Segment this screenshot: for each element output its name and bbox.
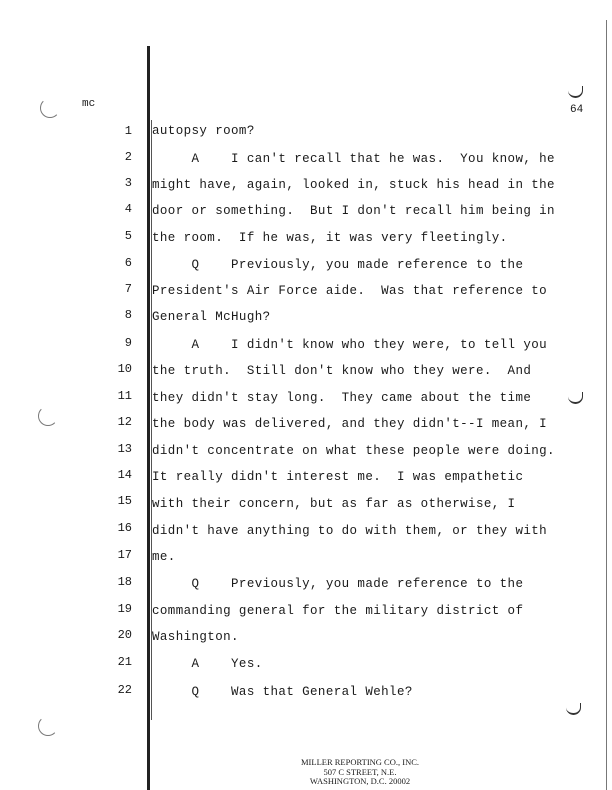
- reporter-footer: [270, 758, 450, 787]
- transcript-line: Q Previously, you made reference to the: [152, 577, 524, 591]
- line-number: 7: [124, 282, 132, 296]
- transcript-line: the truth. Still don't know who they were. And: [152, 364, 532, 378]
- transcript-line: Washington.: [152, 630, 239, 644]
- transcript-line: It really didn't interest me. I was empathetic: [152, 470, 524, 484]
- corner-mark: [568, 86, 583, 98]
- transcript-line: Q Was that General Wehle?: [152, 685, 413, 699]
- punch-hole-mark: [40, 98, 60, 118]
- transcript-line: the room. If he was, it was very fleetingly.: [152, 231, 508, 245]
- transcript-line: door or something. But I don't recall him being in: [152, 204, 555, 218]
- footer-street: 507 C STREET, N.E.: [323, 766, 397, 777]
- transcript-line: A Yes.: [152, 657, 263, 671]
- line-number: 16: [117, 521, 132, 535]
- transcript-line: didn't concentrate on what these people were doing.: [152, 444, 555, 458]
- page-edge: [606, 20, 607, 790]
- transcript-line: A I can't recall that he was. You know, he: [152, 152, 555, 166]
- margin-rule: [147, 46, 150, 790]
- punch-hole-mark: [38, 406, 58, 426]
- line-number: 20: [117, 628, 132, 642]
- line-number: 12: [117, 415, 132, 429]
- line-number: 18: [117, 575, 132, 589]
- transcript-line: President's Air Force aide. Was that reference to: [152, 284, 548, 298]
- line-number: 8: [124, 308, 132, 322]
- line-number: 2: [124, 150, 132, 164]
- line-number: 21: [117, 655, 132, 669]
- line-number: 22: [117, 683, 132, 697]
- line-number: 4: [124, 202, 132, 216]
- line-number: 11: [117, 389, 132, 403]
- reporter-initials: mc: [82, 98, 96, 110]
- line-number: 10: [117, 362, 132, 376]
- line-number: 5: [124, 229, 132, 243]
- footer-city: WASHINGTON, D.C. 20002: [309, 776, 411, 786]
- page-number: 64: [570, 104, 584, 116]
- transcript-line: didn't have anything to do with them, or they with: [152, 524, 548, 538]
- transcript-line: General McHugh?: [152, 310, 271, 324]
- transcript-line: with their concern, but as far as otherwise, I: [152, 497, 516, 511]
- line-number: 9: [124, 336, 132, 350]
- line-number: 15: [117, 494, 132, 508]
- corner-mark: [568, 392, 583, 404]
- transcript-line: the body was delivered, and they didn't--I mean, I: [152, 417, 548, 431]
- transcript-line: A I didn't know who they were, to tell you: [152, 338, 548, 352]
- line-number: 6: [124, 256, 132, 270]
- line-number: 1: [124, 124, 132, 138]
- transcript-line: they didn't stay long. They came about the time: [152, 391, 532, 405]
- transcript-line: Q Previously, you made reference to the: [152, 258, 524, 272]
- line-number: 17: [117, 548, 132, 562]
- line-number: 13: [117, 442, 132, 456]
- transcript-line: commanding general for the military district of: [152, 604, 524, 618]
- transcript-line: might have, again, looked in, stuck his head in the: [152, 178, 555, 192]
- line-number: 3: [124, 176, 132, 190]
- line-number: 19: [117, 602, 132, 616]
- punch-hole-mark: [38, 716, 58, 736]
- transcript-line: autopsy room?: [152, 124, 255, 138]
- line-number: 14: [117, 468, 132, 482]
- corner-mark: [566, 703, 581, 715]
- footer-company: MILLER REPORTING CO., INC.: [300, 757, 420, 767]
- transcript-line: me.: [152, 550, 176, 564]
